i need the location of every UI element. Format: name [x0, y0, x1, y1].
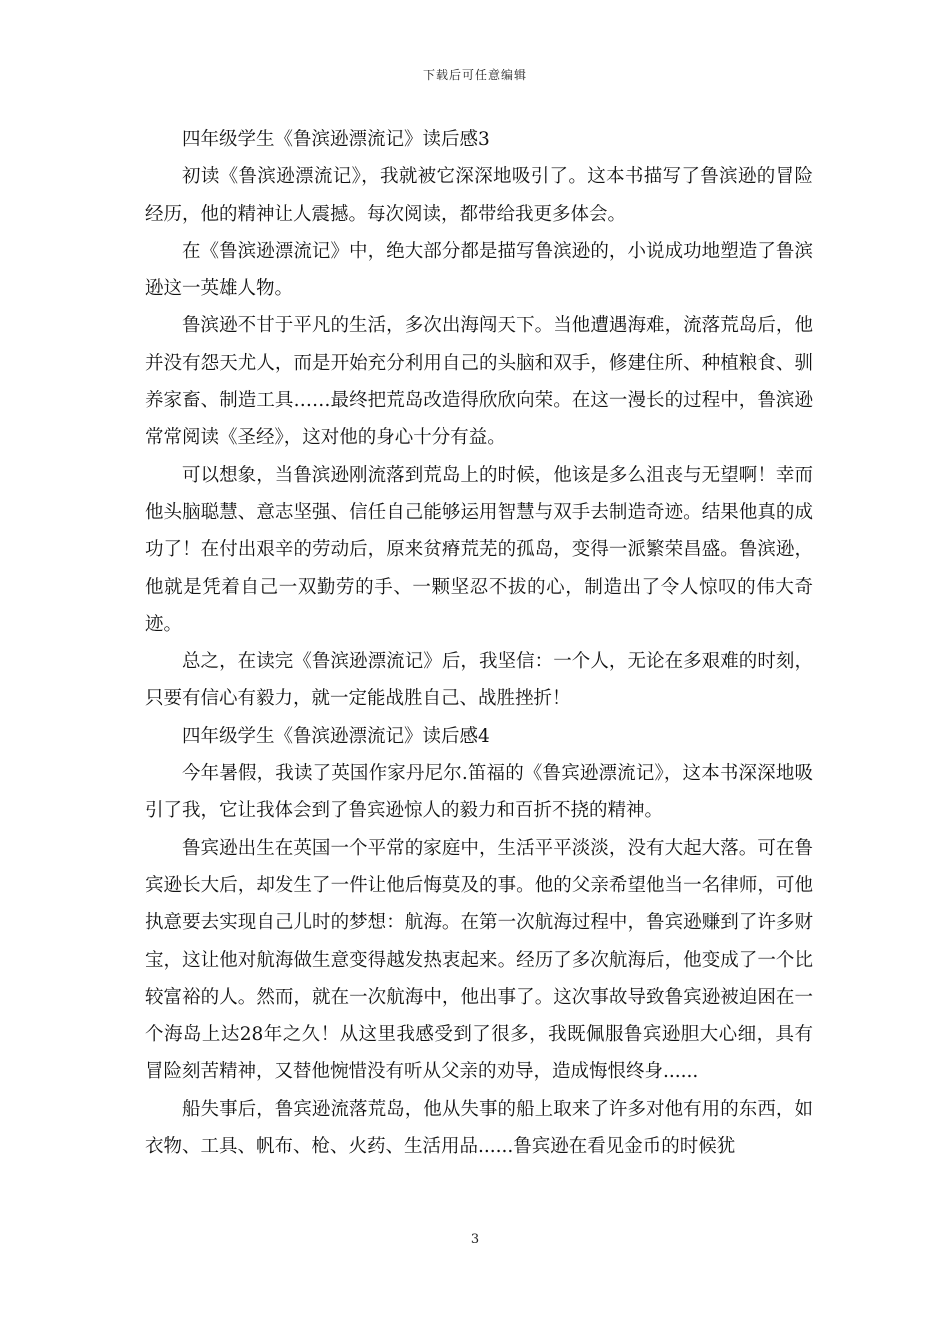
document-body [145, 121, 813, 1165]
paragraph: 在《鲁滨逊漂流记》中，绝大部分都是描写鲁滨逊的，小说成功地塑造了鲁滨逊这一英雄人物。 [145, 240, 813, 300]
page-header: 下载后可任意编辑 [422, 68, 527, 82]
section-heading-4: 四年级学生《鲁滨逊漂流记》读后感4 [182, 725, 490, 747]
paragraph: 船失事后，鲁宾逊流落荒岛，他从失事的船上取来了许多对他有用的东西，如衣物、工具、帆布、枪、火药、生活用品......鲁宾逊在看见金币的时候犹 [145, 1098, 813, 1158]
paragraph: 鲁宾逊出生在英国一个平常的家庭中，生活平平淡淡，没有大起大落。可在鲁宾逊长大后，却发生了一件让他后悔莫及的事。他的父亲希望他当一名律师，可他执意要去实现自己儿时的梦想：航海。在第一次航海过程中，鲁宾逊赚到了许多财宝，这让他对航海做生意变得越发热衷起来。经历了多次航海后，他变成了一个比较富裕的人。然而，就在一次航海中，他出事了。这次事故导致鲁宾逊被迫困在一个海岛上达28年之久！从这里我感受到了很多，我既佩服鲁宾逊胆大心细，具有冒险刻苦精神，又替他惋惜没有听从父亲的劝导，造成悔恨终身...... [145, 837, 813, 1083]
paragraph: 今年暑假，我读了英国作家丹尼尔.笛福的《鲁宾逊漂流记》，这本书深深地吸引了我，它让我体会到了鲁宾逊惊人的毅力和百折不挠的精神。 [145, 763, 813, 822]
paragraph: 初读《鲁滨逊漂流记》，我就被它深深地吸引了。这本书描写了鲁滨逊的冒险经历，他的精神让人震撼。每次阅读，都带给我更多体会。 [145, 166, 813, 225]
paragraph: 可以想象，当鲁滨逊刚流落到荒岛上的时候，他该是多么沮丧与无望啊！幸而他头脑聪慧、意志坚强、信任自己能够运用智慧与双手去制造奇迹。结果他真的成功了！在付出艰辛的劳动后，原来贫瘠荒芜的孤岛，变得一派繁荣昌盛。鲁滨逊，他就是凭着自己一双勤劳的手、一颗坚忍不拔的心，制造出了令人惊叹的伟大奇迹。 [145, 464, 813, 635]
paragraph: 总之，在读完《鲁滨逊漂流记》后，我坚信：一个人，无论在多艰难的时刻，只要有信心有毅力，就一定能战胜自己、战胜挫折！ [145, 651, 813, 710]
paragraph: 鲁滨逊不甘于平凡的生活，多次出海闯天下。当他遭遇海难，流落荒岛后，他并没有怨天尤人，而是开始充分利用自己的头脑和双手，修建住所、种植粮食、驯养家畜、制造工具……最终把荒岛改造得欣欣向荣。在这一漫长的过程中，鲁滨逊常常阅读《圣经》，这对他的身心十分有益。 [145, 315, 813, 449]
section-heading-3: 四年级学生《鲁滨逊漂流记》读后感3 [182, 129, 490, 150]
page-number: 3 [470, 1232, 480, 1247]
